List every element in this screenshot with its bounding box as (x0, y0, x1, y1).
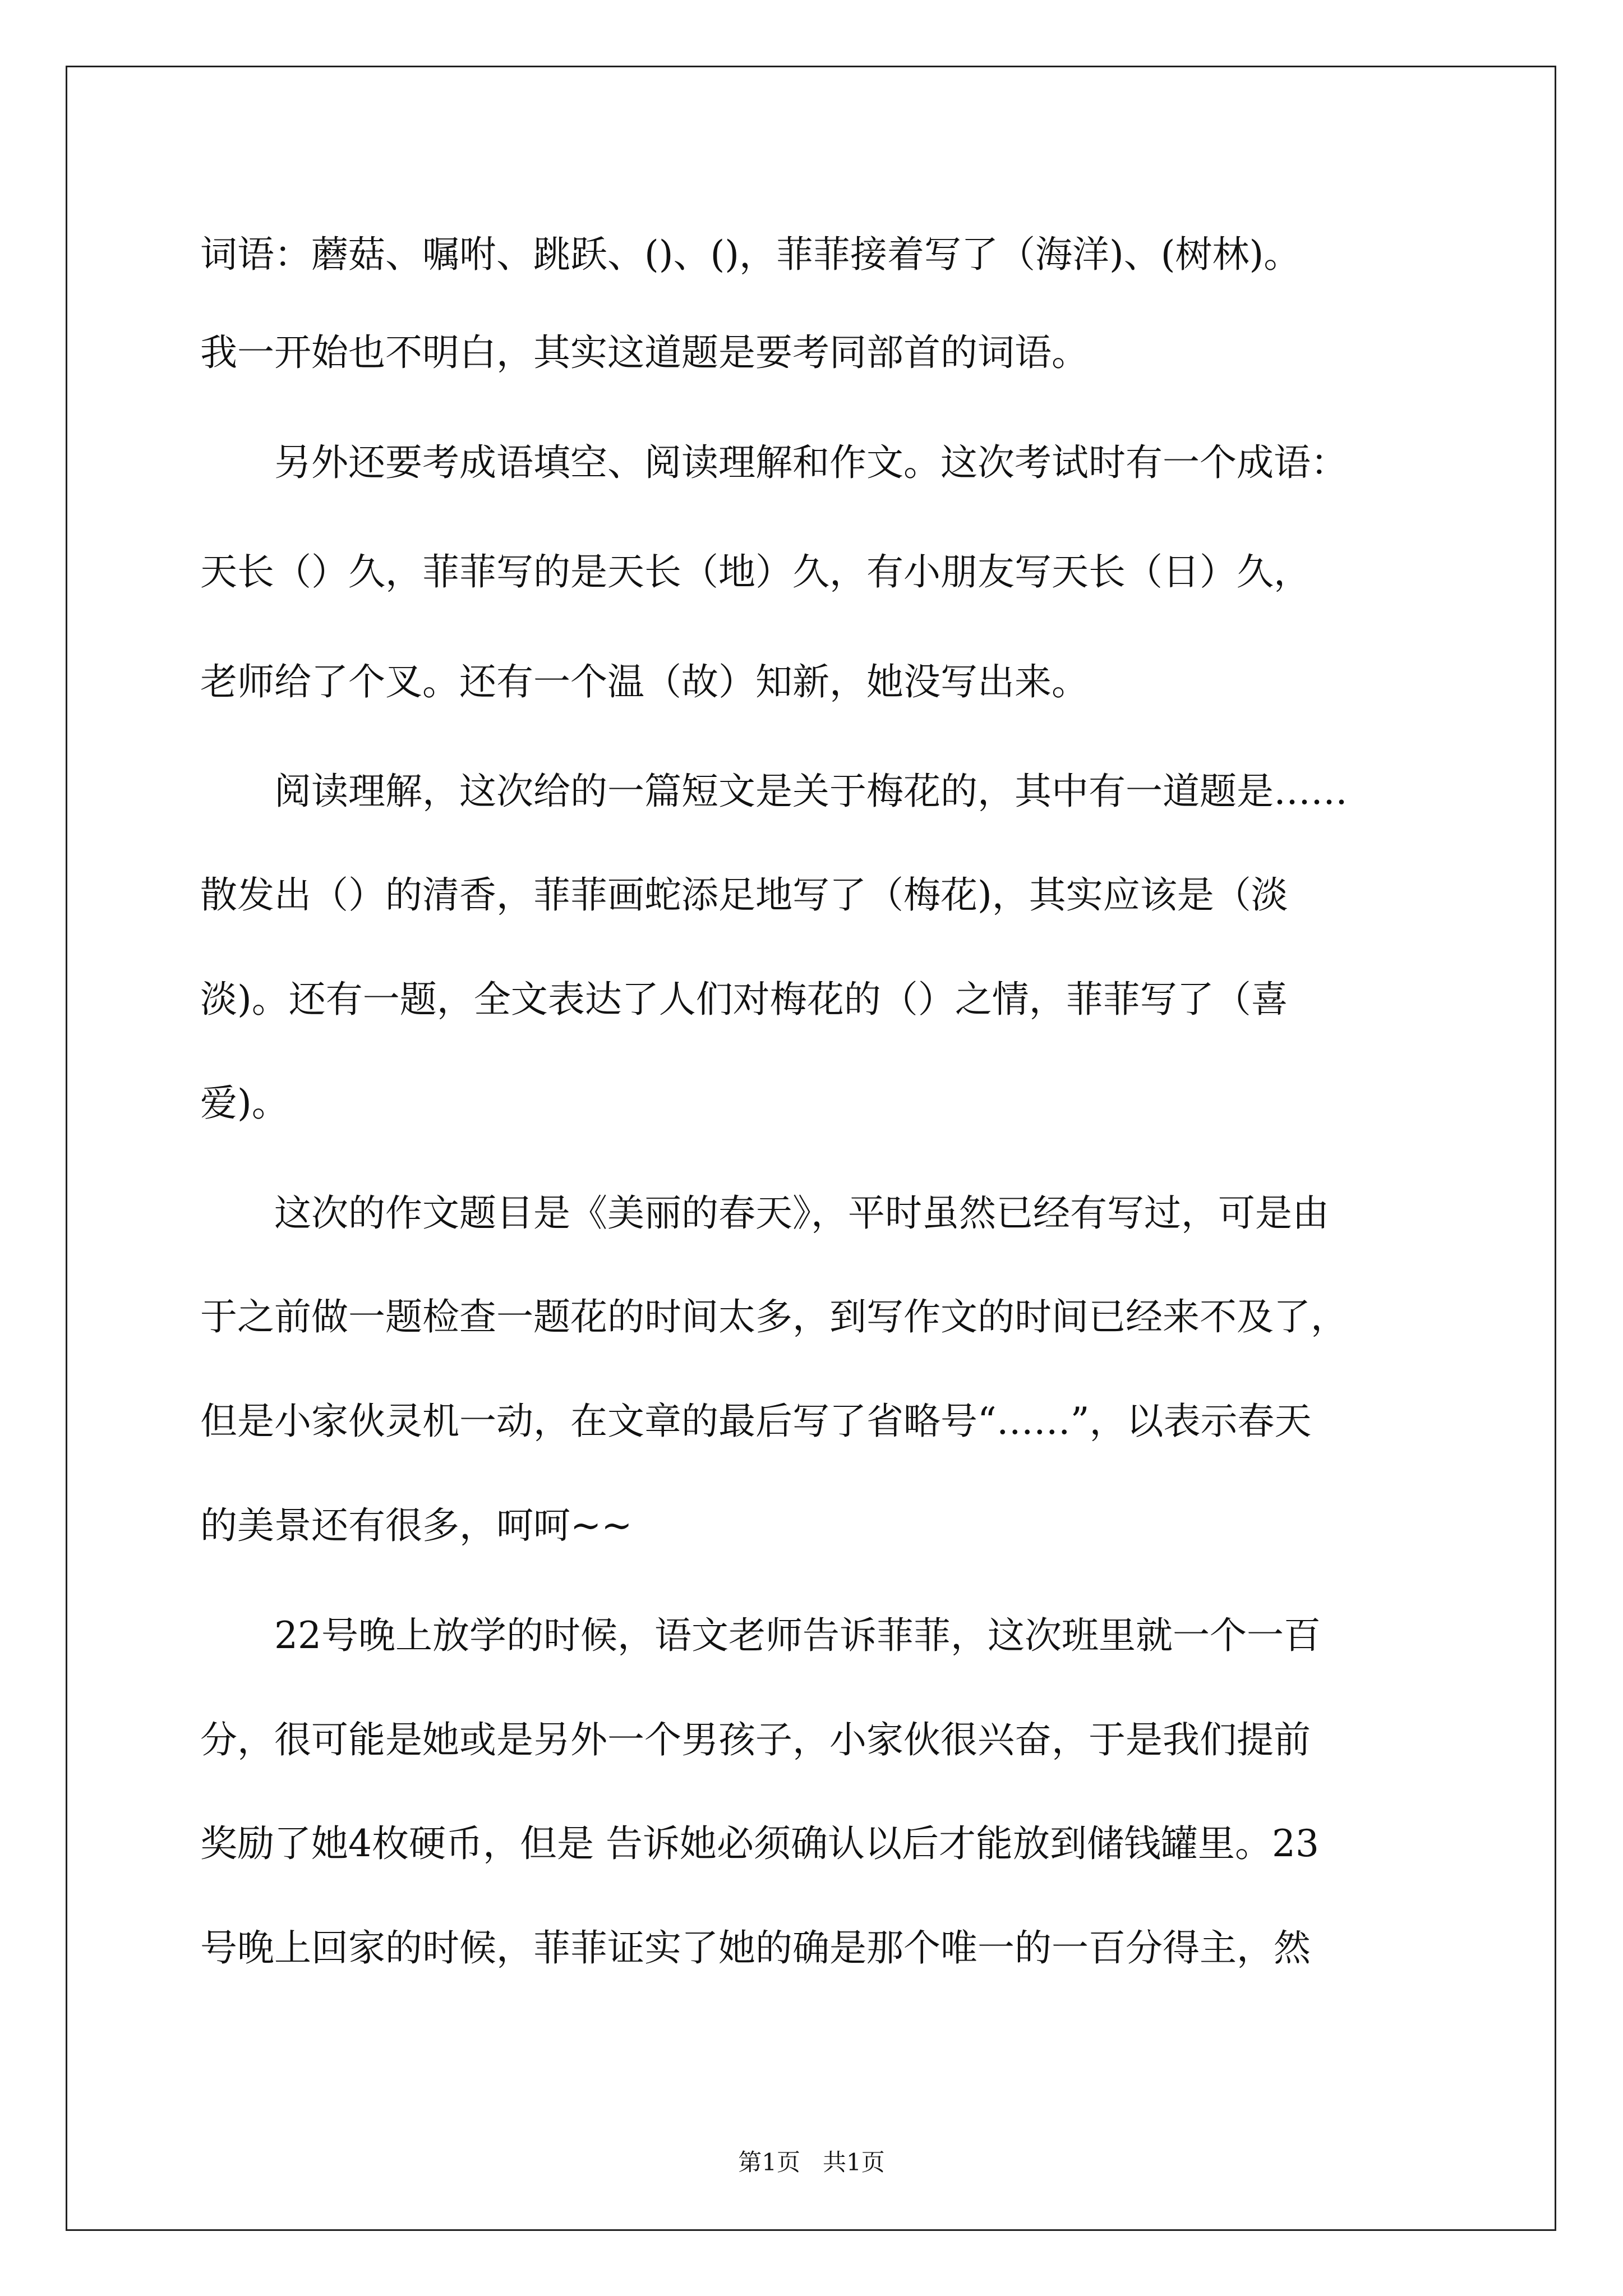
body-line: 我一开始也不明白，其实这道题是要考同部首的词语。 (200, 331, 1089, 374)
body-line: 但是小家伙灵机一动，在文章的最后写了省略号“……”，以表示春天 (200, 1400, 1312, 1443)
body-line: 分，很可能是她或是另外一个男孩子，小家伙很兴奋，于是我们提前 (200, 1718, 1311, 1761)
body-line: 这次的作文题目是《美丽的春天》，平时虽然已经有写过，可是由 (200, 1191, 1329, 1235)
body-line: 另外还要考成语填空、阅读理解和作文。这次考试时有一个成语： (200, 441, 1348, 484)
page-border (66, 66, 1556, 2231)
body-line: 散发出（）的清香，菲菲画蛇添足地写了（梅花)，其实应该是（淡 (200, 873, 1288, 917)
body-line: 天长（）久，菲菲写的是天长（地）久，有小朋友写天长（日）久， (200, 550, 1311, 593)
body-line: 奖励了她4枚硬币，但是 告诉她必须确认以后才能放到储钱罐里。23 (200, 1822, 1319, 1865)
body-line: 阅读理解，这次给的一篇短文是关于梅花的，其中有一道题是…… (200, 770, 1348, 813)
body-line: 爱)。 (200, 1082, 289, 1125)
page-number-total: 共1页 (823, 2148, 885, 2176)
body-line: 淡)。还有一题，全文表达了人们对梅花的（）之情，菲菲写了（喜 (200, 978, 1288, 1021)
page-footer (0, 2146, 1623, 2179)
page-number-current: 第1页 (738, 2148, 800, 2176)
body-line: 的美景还有很多，呵呵~~ (200, 1504, 633, 1547)
body-line: 号晚上回家的时候，菲菲证实了她的确是那个唯一的一百分得主，然 (200, 1926, 1311, 1970)
body-line: 22号晚上放学的时候，语文老师告诉菲菲，这次班里就一个一百 (200, 1614, 1321, 1657)
body-line: 词语：蘑菇、嘱咐、跳跃、()、()，菲菲接着写了（海洋)、(树林)。 (200, 233, 1301, 276)
body-line: 老师给了个叉。还有一个温（故）知新，她没写出来。 (200, 660, 1089, 703)
body-line: 于之前做一题检查一题花的时间太多，到写作文的时间已经来不及了， (200, 1295, 1348, 1338)
